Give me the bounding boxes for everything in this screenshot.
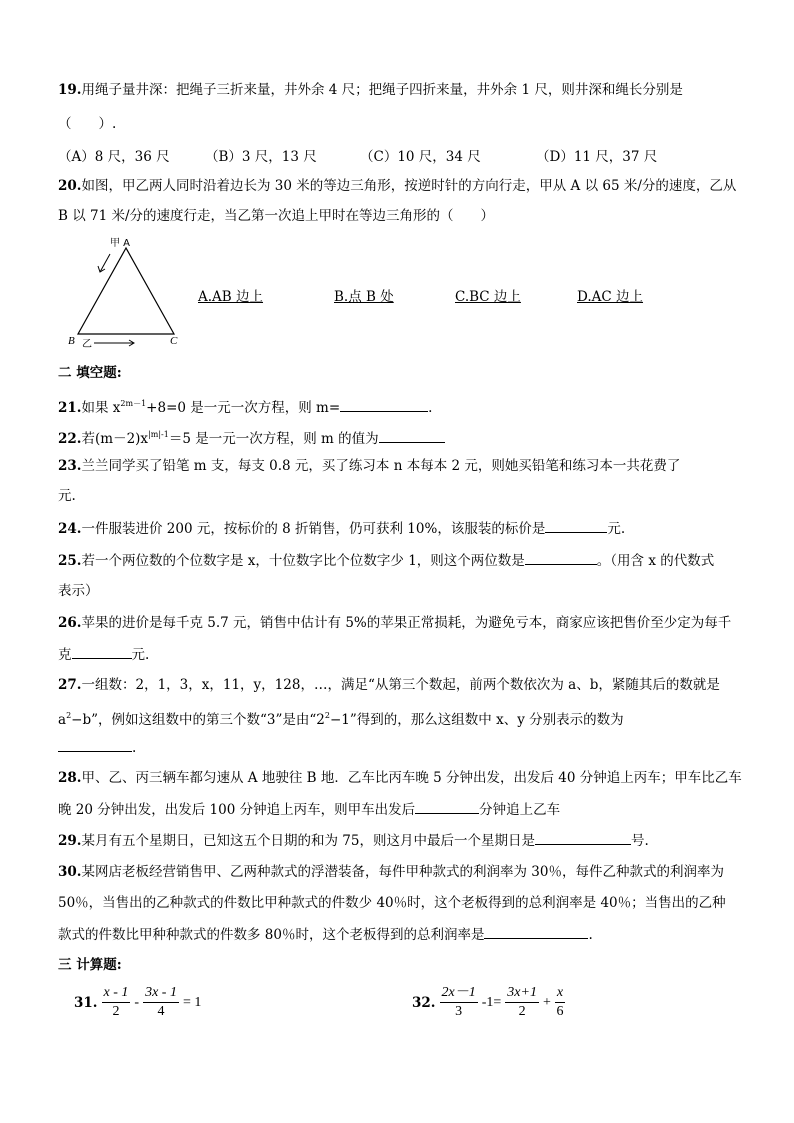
fraction: [440, 984, 478, 1021]
denominator: 2: [112, 1004, 120, 1019]
question-number: 32.: [412, 994, 436, 1011]
exponent: 2: [324, 711, 330, 720]
answer-blank: [415, 799, 479, 814]
question-number: 30.: [58, 864, 82, 880]
fraction: [555, 984, 565, 1021]
option-c: C.BC 边上: [455, 289, 521, 305]
question-text: 克: [58, 647, 72, 663]
question-text: 若一个两位数的个位数字是 x，十位数字比个位数字少 1，则这个两位数是: [81, 553, 525, 569]
equation-rhs: = 1: [182, 994, 202, 1010]
question-text: ＝5 是一元一次方程，则 m 的值为: [168, 431, 379, 447]
vertex-a-label: 甲 A: [110, 238, 131, 249]
question-20: [58, 176, 736, 196]
question-text: 一件服装进价 200 元，按标价的 8 折销售，仍可获利 10%，该服装的标价是: [81, 521, 546, 537]
numerator: 3x - 1: [143, 984, 179, 1003]
answer-paren: （ ）.: [58, 116, 117, 132]
option-b: （B）3 尺，13 尺: [205, 149, 317, 165]
question-text: 分钟追上乙车: [479, 802, 561, 818]
question-text: B 以 71 米/分的速度行走，当乙第一次追上甲时在等边三角形的（ ）: [58, 208, 495, 224]
question-number: 29.: [58, 833, 82, 849]
question-28: [58, 768, 742, 788]
fraction: [143, 984, 179, 1021]
question-text: 号.: [630, 833, 649, 849]
question-text: 元.: [131, 647, 150, 663]
question-number: 23.: [58, 458, 82, 474]
question-text: 某网店老板经营销售甲、乙两种款式的浮潜装备，每件甲种款式的利润率为 30％，每件乙种款式的利润率为: [81, 864, 724, 880]
question-text: 50％，当售出的乙种款式的件数比甲种款式的件数少 40％时，这个老板得到的总利润率是 40％；当售出的乙种: [58, 895, 726, 911]
answer-blank: [72, 644, 132, 659]
option-a: A.AB 边上: [198, 289, 264, 305]
exponent: |m|-1: [148, 430, 169, 439]
question-number: 21.: [58, 400, 82, 416]
question-24: [58, 518, 625, 539]
answer-blank: [535, 830, 631, 845]
question-text: 晚 20 分钟出发，出发后 100 分钟追上丙车，则甲车出发后: [58, 802, 416, 818]
operator: -: [134, 994, 140, 1010]
answer-blank: [525, 550, 597, 565]
operator: -1=: [481, 994, 502, 1010]
numerator: 2x－1: [440, 984, 478, 1003]
exponent: 2: [66, 711, 72, 720]
question-text: 苹果的进价是每千克 5.7 元，销售中估计有 5%的苹果正常损耗，为避免亏本，商家应该把售价至少定为每千: [81, 615, 732, 631]
question-text: 一组数：2，1，3，x，11，y，128，…，满足“从第三个数起，前两个数依次为 a、b，紧随其后的数就是: [81, 677, 720, 693]
question-26: [58, 613, 731, 633]
question-22: [58, 425, 445, 449]
fraction: [505, 984, 539, 1021]
question-27: [58, 675, 720, 695]
question-text: a: [58, 712, 67, 728]
denominator: 2: [518, 1004, 526, 1019]
option-a: （A）8 尺，36 尺: [58, 149, 170, 165]
question-number: 26.: [58, 615, 82, 631]
question-27-line3: [58, 737, 136, 758]
triangle-figure: [62, 236, 192, 351]
question-text: −b”，例如这组数中的第三个数“3”是由“2: [71, 712, 325, 728]
question-number: 28.: [58, 770, 82, 786]
question-text: 兰兰同学买了铅笔 m 支，每支 0.8 元，买了练习本 n 本每本 2 元，则她买铅笔和练习本一共花费了: [81, 458, 681, 474]
numerator: 3x+1: [505, 984, 539, 1003]
answer-blank: [545, 518, 607, 533]
denominator: 4: [157, 1004, 165, 1019]
question-text: 表示）: [58, 583, 99, 599]
question-number: 27.: [58, 677, 82, 693]
question-text: 甲、乙、丙三辆车都匀速从 A 地驶往 B 地．乙车比丙车晚 5 分钟出发，出发后 40 分钟追上丙车；甲车比乙车: [81, 770, 742, 786]
triangle-shape: [78, 248, 174, 334]
question-number: 19.: [58, 82, 82, 98]
question-number: 20.: [58, 178, 82, 194]
question-31: [74, 984, 201, 1021]
option-b: B.点 B 处: [334, 289, 394, 305]
denominator: 3: [455, 1004, 463, 1019]
question-text: 款式的件数比甲种种款式的件数多 80％时，这个老板得到的总利润率是: [58, 927, 485, 943]
question-19: [58, 80, 683, 100]
question-28-cont: [58, 799, 560, 820]
question-27-line2: [58, 706, 624, 730]
question-19-paren: [58, 114, 116, 134]
numerator: x - 1: [102, 984, 131, 1003]
question-text: 用绳子量井深：把绳子三折来量，井外余 4 尺；把绳子四折来量，井外余 1 尺，则井深和绳长分别是: [81, 82, 683, 98]
question-32: [412, 984, 565, 1021]
question-text: +8=0 是一元一次方程，则 m=: [146, 400, 341, 416]
fraction: [102, 984, 131, 1021]
question-number: 25.: [58, 553, 82, 569]
question-text: .: [588, 927, 593, 943]
question-30: [58, 862, 724, 882]
answer-blank: [379, 428, 445, 443]
question-30-line2: [58, 893, 726, 913]
answer-blank: [340, 397, 428, 412]
question-text: −1”得到的，那么这组数中 x、y 分别表示的数为: [330, 712, 624, 728]
question-text: 如果 x: [81, 400, 121, 416]
exponent: 2m－1: [120, 399, 147, 408]
option-d: （D）11 尺，37 尺: [536, 149, 658, 165]
question-text: .: [132, 740, 137, 756]
question-number: 24.: [58, 521, 82, 537]
question-30-line3: [58, 924, 593, 945]
answer-blank: [484, 924, 588, 939]
question-text: 元.: [58, 488, 76, 504]
operator: +: [542, 994, 551, 1010]
question-number: 31.: [74, 994, 98, 1011]
question-text: 某月有五个星期日，已知这五个日期的和为 75，则这月中最后一个星期日是: [81, 833, 535, 849]
question-29: [58, 830, 649, 851]
vertex-b-label: B: [68, 335, 75, 347]
section-heading-fill: 二 填空题:: [58, 365, 122, 381]
question-20-line2: [58, 206, 494, 226]
question-23: [58, 456, 680, 476]
numerator: x: [555, 984, 565, 1003]
option-d: D.AC 边上: [577, 289, 644, 305]
person-yi-label: 乙: [82, 339, 92, 350]
question-text: 如图，甲乙两人同时沿着边长为 30 米的等边三角形，按逆时针的方向行走，甲从 A 以 65 米/分的速度，乙从: [81, 178, 737, 194]
question-text: 若(m－2)x: [81, 431, 149, 447]
section-heading-calc: 三 计算题:: [58, 957, 122, 973]
option-c: （C）10 尺，34 尺: [360, 149, 481, 165]
question-21: [58, 394, 432, 418]
answer-blank: [58, 737, 132, 752]
question-text: .: [428, 400, 433, 416]
denominator: 6: [556, 1004, 564, 1019]
question-25-cont: [58, 581, 99, 601]
question-text: 元.: [607, 521, 626, 537]
question-26-cont: [58, 644, 149, 665]
question-23-cont: [58, 486, 76, 506]
vertex-c-label: C: [170, 335, 178, 347]
question-25: [58, 550, 714, 571]
question-number: 22.: [58, 431, 82, 447]
question-text: 。（用含 x 的代数式: [596, 553, 715, 569]
